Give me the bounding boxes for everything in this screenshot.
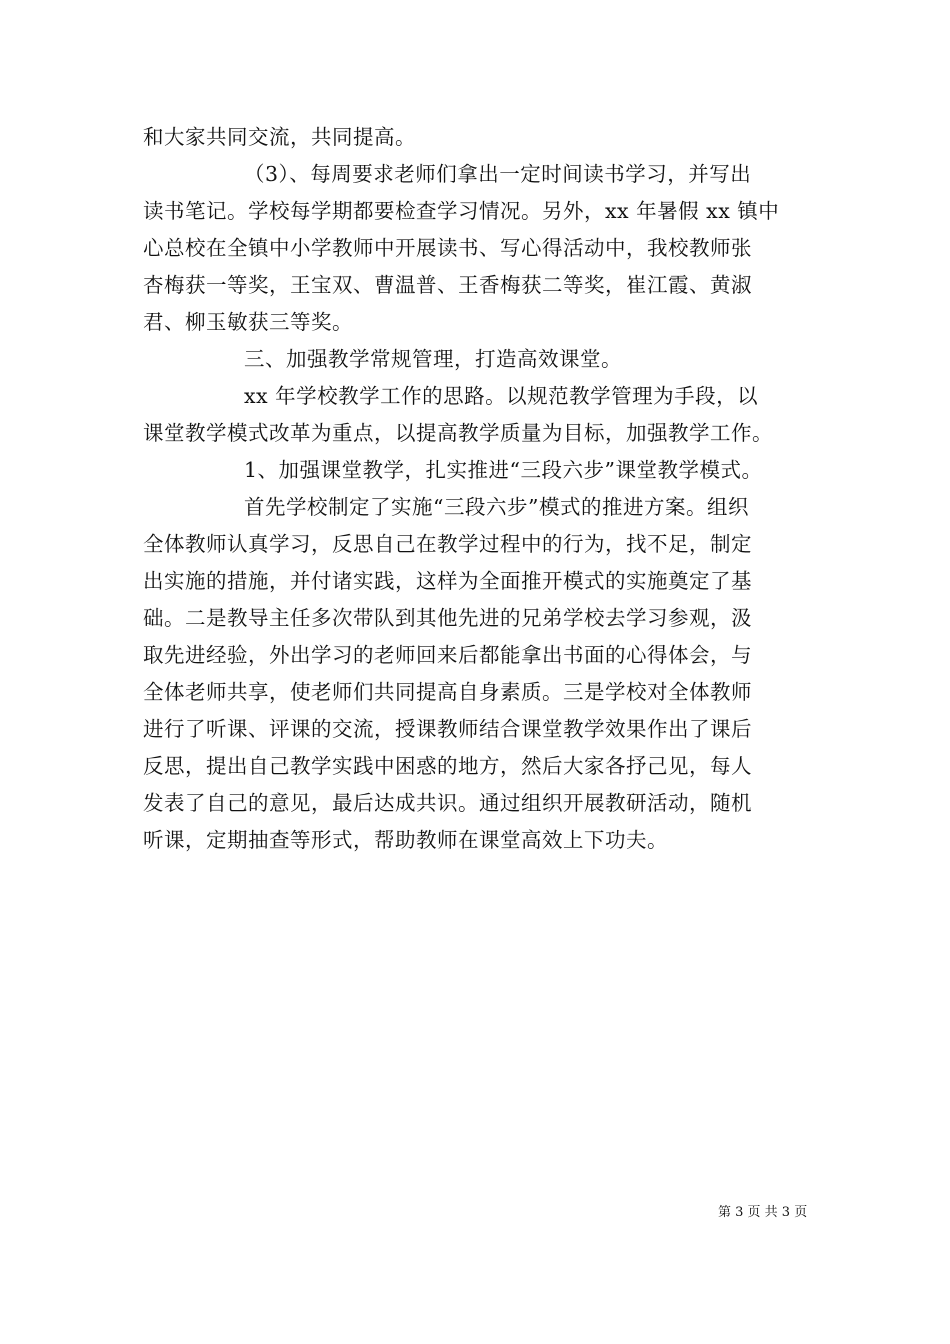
text-line: 反思，提出自己教学实践中困惑的地方，然后大家各抒己见，每人 [143, 754, 752, 778]
text-line: 进行了听课、评课的交流，授课教师结合课堂教学效果作出了课后 [143, 717, 752, 741]
subsection-heading: 1、加强课堂教学，扎实推进“三段六步”课堂教学模式。 [244, 458, 763, 482]
text-line: 杏梅获一等奖，王宝双、曹温普、王香梅获二等奖，崔江霞、黄淑 [143, 273, 752, 297]
text-line: 取先进经验，外出学习的老师回来后都能拿出书面的心得体会，与 [143, 643, 752, 667]
text-line: 君、柳玉敏获三等奖。 [143, 310, 353, 334]
text-line: 出实施的措施，并付诸实践，这样为全面推开模式的实施奠定了基 [143, 569, 752, 593]
text-line: xx 年学校教学工作的思路。以规范教学管理为手段，以 [244, 384, 759, 408]
text-line: 课堂教学模式改革为重点，以提高教学质量为目标，加强教学工作。 [143, 421, 773, 445]
page-number: 第 3 页 共 3 页 [718, 1205, 808, 1220]
text-line: 听课，定期抽查等形式，帮助教师在课堂高效上下功夫。 [143, 828, 668, 852]
text-line: 全体老师共享，使老师们共同提高自身素质。三是学校对全体教师 [143, 680, 752, 704]
text-line: 首先学校制定了实施“三段六步”模式的推进方案。组织 [244, 495, 749, 519]
text-line: 心总校在全镇中小学教师中开展读书、写心得活动中，我校教师张 [143, 236, 752, 260]
text-line: 和大家共同交流，共同提高。 [143, 125, 416, 149]
text-line: 发表了自己的意见，最后达成共识。通过组织开展教研活动，随机 [143, 791, 752, 815]
text-line: 全体教师认真学习，反思自己在教学过程中的行为，找不足，制定 [143, 532, 752, 556]
section-heading: 三、加强教学常规管理，打造高效课堂。 [244, 347, 622, 371]
text-line: 读书笔记。学校每学期都要检查学习情况。另外，xx 年暑假 xx 镇中 [143, 199, 780, 223]
text-line: 础。二是教导主任多次带队到其他先进的兄弟学校去学习参观，汲 [143, 606, 752, 630]
text-line: （3）、每周要求老师们拿出一定时间读书学习，并写出 [244, 162, 752, 186]
